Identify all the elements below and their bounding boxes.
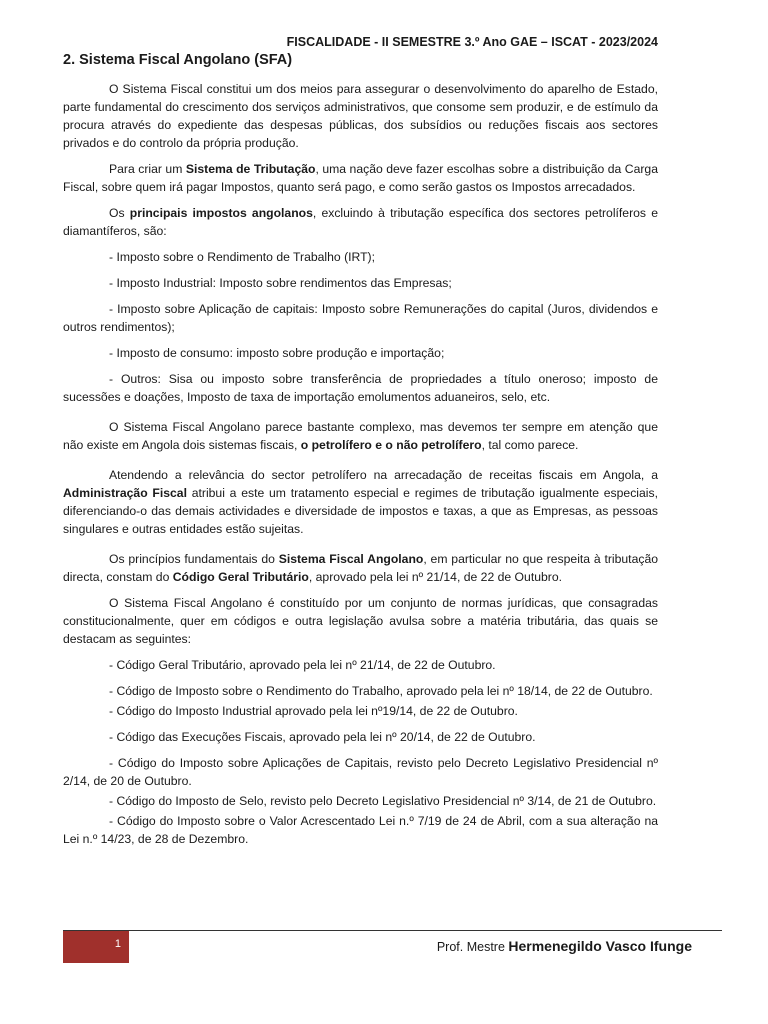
paragraph-7: O Sistema Fiscal Angolano é constituído por um conjunto de normas jurídicas, que consagradas constitucionalmente, quer em códigos e outra legislação avulsa sobre a matéria tributária, das quais se destacam as seguintes: xyxy=(63,596,658,646)
code-list-item: - Código do Imposto sobre Aplicações de Capitais, revisto pelo Decreto Legislativo Presidencial nº 2/14, de 20 de Outubro. xyxy=(63,756,658,788)
code-list-item: - Código do Imposto Industrial aprovado pela lei nº19/14, de 22 de Outubro. xyxy=(109,704,518,718)
text-run: , excluindo à tributação específica dos sectores petrolíferos e diamantíferos, são: xyxy=(63,206,658,238)
text-run: atribui a este um tratamento especial e regimes de tributação igualmente especiais, diferenciando-o das demais actividades e diversidade de impostos e taxas, a que as Empresas, as pessoas singulares e outras entidades estão sujeitas. xyxy=(63,486,658,536)
footer-divider xyxy=(63,930,722,931)
text-run: Atendendo a relevância do sector petrolífero na arrecadação de receitas fiscais em Angola, a xyxy=(109,468,658,482)
paragraph-6 xyxy=(63,550,658,586)
footer-author xyxy=(437,938,692,954)
paragraph-5 xyxy=(63,466,658,538)
paragraph-2 xyxy=(63,160,658,196)
bold-term: principais impostos angolanos xyxy=(129,206,313,220)
author-prefix: Prof. Mestre xyxy=(436,940,509,954)
paragraph-1: O Sistema Fiscal constitui um dos meios para assegurar o desenvolvimento do aparelho de Estado, parte fundamental do crescimento dos serviços administrativos, que consome sem produzir, e de estímulo da procura através do expediente das despesas públicas, dos subsídios ou reduções fiscais aos sectores privados e do controlo da própria produção. xyxy=(63,82,658,150)
bold-term: Sistema de Tributação xyxy=(185,162,316,176)
text-run: , uma nação deve fazer escolhas sobre a distribuição da Carga Fiscal, sobre quem irá pagar Impostos, quanto será pago, e como serão gastos os Impostos arrecadados. xyxy=(63,162,658,194)
text-run: Para criar um xyxy=(109,162,186,176)
author-name: Hermenegildo Vasco Ifunge xyxy=(508,938,692,954)
section-title: 2. Sistema Fiscal Angolano (SFA) xyxy=(63,52,293,68)
text-run: O Sistema Fiscal Angolano parece bastante complexo, mas devemos ter sempre em atenção que não existe em Angola dois sistemas fiscais, xyxy=(63,420,658,452)
bold-term: Sistema Fiscal Angolano xyxy=(278,552,424,566)
code-list-item: - Código das Execuções Fiscais, aprovado pela lei nº 20/14, de 22 de Outubro. xyxy=(109,730,536,744)
code-list-item: - Código Geral Tributário, aprovado pela lei nº 21/14, de 22 de Outubro. xyxy=(109,658,496,672)
paragraph-3 xyxy=(63,204,658,240)
tax-list-item: - Imposto sobre o Rendimento de Trabalho (IRT); xyxy=(109,250,375,264)
tax-list-item: - Outros: Sisa ou imposto sobre transferência de propriedades a título oneroso; imposto de sucessões e doações, Imposto de taxa de importação emolumentos aduaneiros, selo, etc. xyxy=(63,372,658,404)
tax-list-item: - Imposto sobre Aplicação de capitais: Imposto sobre Remunerações do capital (Juros, dividendos e outros rendimentos); xyxy=(63,302,658,334)
code-list-item: - Código do Imposto sobre o Valor Acrescentado Lei n.º 7/19 de 24 de Abril, com a sua alteração na Lei n.º 14/23, de 28 de Dezembro. xyxy=(63,814,658,846)
paragraph-4 xyxy=(63,418,658,454)
tax-list-item: - Imposto Industrial: Imposto sobre rendimentos das Empresas; xyxy=(109,276,452,290)
text-run: , aprovado pela lei nº 21/14, de 22 de Outubro. xyxy=(308,570,562,584)
tax-list-item: - Imposto de consumo: imposto sobre produção e importação; xyxy=(109,346,445,360)
text-run: , tal como parece. xyxy=(481,438,579,452)
bold-term: Código Geral Tributário xyxy=(172,570,309,584)
bold-term: o petrolífero e o não petrolífero xyxy=(300,438,482,452)
page-number: 1 xyxy=(63,931,129,963)
text-run: Os xyxy=(109,206,130,220)
running-header: FISCALIDADE - II SEMESTRE 3.º Ano GAE – ISCAT - 2023/2024 xyxy=(286,35,658,49)
code-list-item: - Código do Imposto de Selo, revisto pelo Decreto Legislativo Presidencial nº 3/14, de 21 de Outubro. xyxy=(109,794,657,808)
text-run: , em particular no que respeita à tributação directa, constam do xyxy=(63,552,658,584)
text-run: Os princípios fundamentais do xyxy=(109,552,279,566)
document-body xyxy=(63,80,658,850)
code-list-item: - Código de Imposto sobre o Rendimento do Trabalho, aprovado pela lei nº 18/14, de 22 de Outubro. xyxy=(109,684,653,698)
bold-term: Administração Fiscal xyxy=(63,486,187,500)
